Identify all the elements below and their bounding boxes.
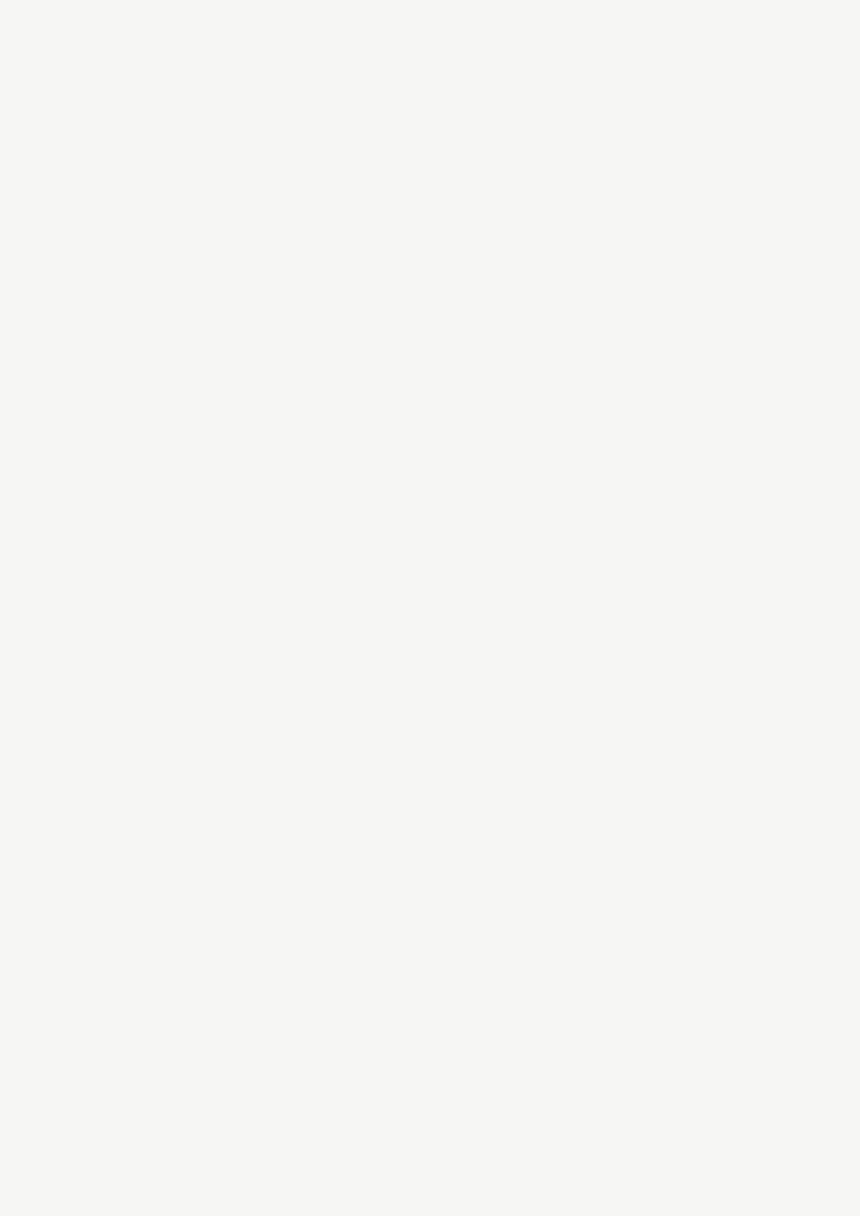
material-two-text [82, 126, 742, 150]
page-content [82, 116, 742, 150]
text-line [82, 126, 742, 150]
